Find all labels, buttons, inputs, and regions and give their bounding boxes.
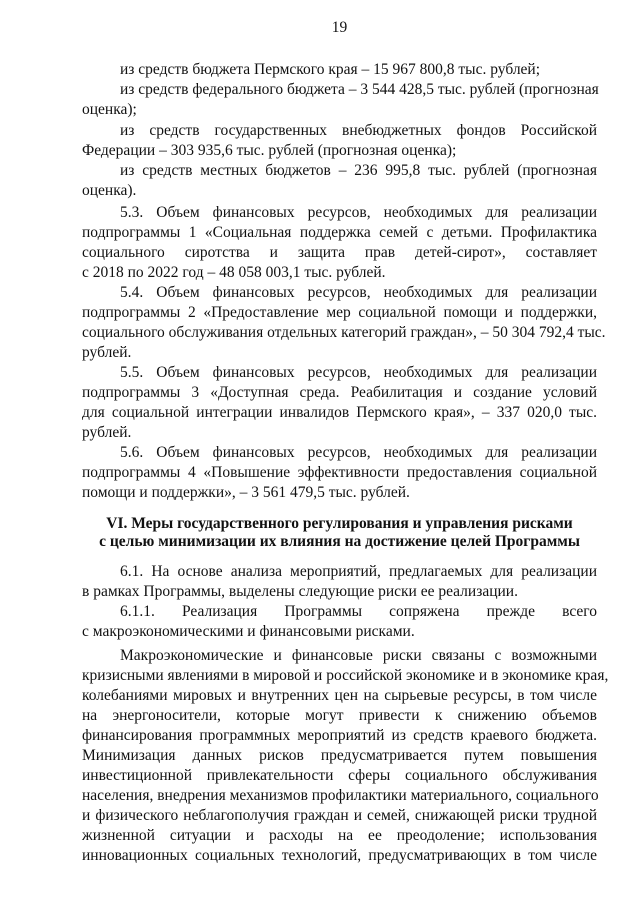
text-line: кризисными явлениями в мировой и российской экономике и в экономике края, — [82, 667, 609, 684]
text-line: подпрограммы 3 «Доступная среда. Реабилитация и создание условий — [82, 384, 597, 401]
text-line: помощи и поддержки», – 3 561 479,5 тыс. рублей. — [82, 484, 410, 501]
text-line: Макроэкономические и финансовые риски связаны с возможными — [120, 647, 597, 664]
section-heading: VI. Меры государственного регулирования и управления рисками — [106, 515, 573, 532]
text-line: и физического неблагополучия граждан и семей, снижающей риски трудной — [82, 807, 597, 824]
section-heading: с целью минимизации их влияния на достижение целей Программы — [99, 533, 580, 550]
text-line: в рамках Программы, выделены следующие риски ее реализации. — [82, 583, 518, 600]
text-line: 5.4. Объем финансовых ресурсов, необходимых для реализации — [120, 284, 597, 301]
text-line: на энергоносители, которые могут привести к снижению объемов — [82, 707, 597, 724]
text-line: 6.1. На основе анализа мероприятий, предлагаемых для реализации — [120, 563, 597, 580]
text-line: из средств государственных внебюджетных фондов Российской — [120, 122, 597, 139]
text-line: подпрограммы 4 «Повышение эффективности предоставления социальной — [82, 464, 597, 481]
text-line: для социальной интеграции инвалидов Пермского края», – 337 020,0 тыс. — [82, 404, 597, 421]
text-line: оценка). — [82, 182, 137, 199]
page-number: 19 — [331, 19, 348, 36]
text-line: инвестиционной привлекательности сферы социального обслуживания — [82, 767, 597, 784]
text-line: из средств местных бюджетов – 236 995,8 тыс. рублей (прогнозная — [120, 162, 597, 179]
text-line: колебаниями мировых и внутренних цен на сырьевые ресурсы, в том числе — [82, 687, 597, 704]
text-line: 6.1.1. Реализация Программы сопряжена прежде всего — [120, 603, 597, 620]
text-line: 5.5. Объем финансовых ресурсов, необходимых для реализации — [120, 364, 597, 381]
text-line: оценка); — [82, 101, 137, 118]
text-line: Федерации – 303 935,6 тыс. рублей (прогнозная оценка); — [82, 142, 457, 159]
text-line: рублей. — [82, 424, 132, 441]
text-line: социального сиротства и защита прав детей-сирот», составляет — [82, 244, 597, 261]
text-line: с макроэкономическими и финансовыми рисками. — [82, 623, 415, 640]
text-line: подпрограммы 2 «Предоставление мер социальной помощи и поддержки, — [82, 304, 597, 321]
text-line: из средств бюджета Пермского края – 15 967 800,8 тыс. рублей; — [120, 61, 541, 78]
text-line: подпрограммы 1 «Социальная поддержка семей с детьми. Профилактика — [82, 224, 597, 241]
text-line: жизненной ситуации и расходы на ее преодоление; использования — [82, 827, 597, 844]
text-line: финансирования программных мероприятий из средств краевого бюджета. — [82, 727, 597, 744]
text-line: Минимизация данных рисков предусматривается путем повышения — [82, 747, 597, 764]
text-line: населения, внедрения механизмов профилактики материального, социального — [82, 787, 599, 804]
text-line: с 2018 по 2022 год – 48 058 003,1 тыс. рублей. — [82, 264, 386, 281]
text-line: социального обслуживания отдельных категорий граждан», – 50 304 792,4 тыс. — [82, 324, 606, 341]
text-line: рублей. — [82, 344, 132, 361]
text-line: 5.6. Объем финансовых ресурсов, необходимых для реализации — [120, 444, 597, 461]
text-line: инновационных социальных технологий, предусматривающих в том числе — [82, 847, 597, 864]
text-line: 5.3. Объем финансовых ресурсов, необходимых для реализации — [120, 204, 597, 221]
text-line: из средств федерального бюджета – 3 544 428,5 тыс. рублей (прогнозная — [120, 81, 599, 98]
